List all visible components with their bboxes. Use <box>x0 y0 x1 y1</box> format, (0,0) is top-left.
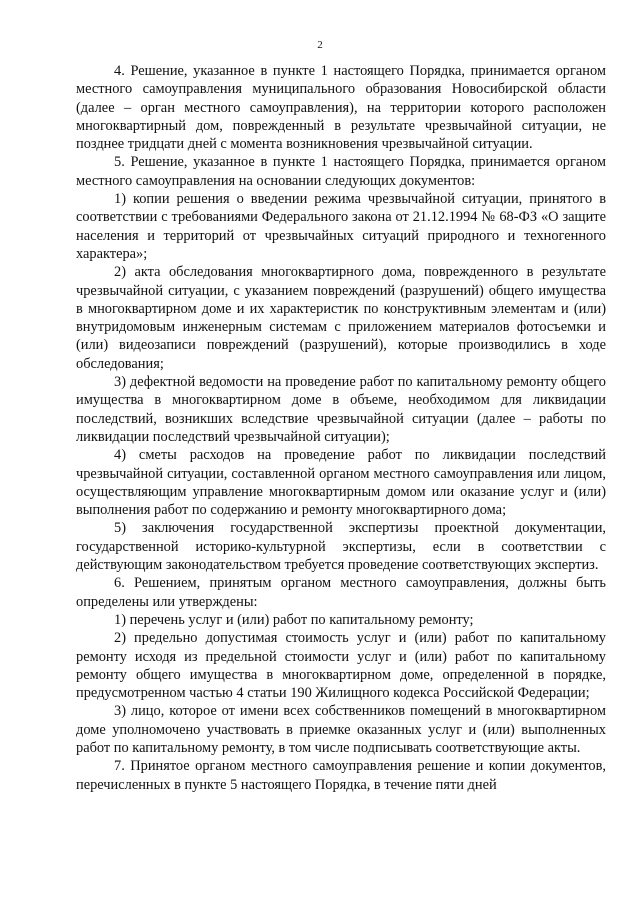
list-item-6-2: 2) предельно допустимая стоимость услуг и (или) работ по капитальному ремонту исходя из предельной стоимости услуг и (или) работ по капитальному ремонту общего имущества в многоквартирном доме, определенной в порядке, предусмотренном частью 4 статьи 190 Жилищного кодекса Российской Федерации; <box>76 630 606 702</box>
list-item-5-4: 4) сметы расходов на проведение работ по ликвидации последствий чрезвычайной ситуации, составленной органом местного самоуправления или лицом, осуществляющим управление многоквартирным домом или оказание услуг и (или) выполнения работ по содержанию и ремонту многоквартирного дома; <box>76 447 606 519</box>
document-body <box>76 62 606 794</box>
paragraph-item-4: 4. Решение, указанное в пункте 1 настоящего Порядка, принимается органом местного самоуправления муниципального образования Новосибирской области (далее – орган местного самоуправления), на территории которого расположен многоквартирный дом, поврежденный в результате чрезвычайной ситуации, не позднее тридцати дней с момента возникновения чрезвычайной ситуации. <box>76 63 606 153</box>
paragraph-item-5: 5. Решение, указанное в пункте 1 настоящего Порядка, принимается органом местного самоуправления на основании следующих документов: <box>76 154 606 189</box>
list-item-5-5: 5) заключения государственной экспертизы проектной документации, государственной историко-культурной экспертизы, если в соответствии с действующим законодательством требуется проведение соответствующих экспертиз. <box>76 520 606 574</box>
paragraph-item-6: 6. Решением, принятым органом местного самоуправления, должны быть определены или утверждены: <box>76 575 606 610</box>
list-item-5-3: 3) дефектной ведомости на проведение работ по капитальному ремонту общего имущества в многоквартирном доме в объеме, необходимом для ликвидации последствий, возникших вследствие чрезвычайной ситуации (далее – работы по ликвидации последствий чрезвычайной ситуации); <box>76 374 606 445</box>
list-item-6-3: 3) лицо, которое от имени всех собственников помещений в многоквартирном доме уполномочено участвовать в приемке оказанных услуг и (или) выполненных работ по капитальному ремонту, в том числе подписывать соответствующие акты. <box>76 703 606 756</box>
page-number: 2 <box>317 39 323 51</box>
list-item-5-1: 1) копии решения о введении режима чрезвычайной ситуации, принятого в соответствии с требованиями Федерального закона от 21.12.1994 № 68-ФЗ «О защите населения и территорий от чрезвычайных ситуаций природного и техногенного характера»; <box>76 191 606 262</box>
paragraph-item-7: 7. Принятое органом местного самоуправления решение и копии документов, перечисленных в пункте 5 настоящего Порядка, в течение пяти дней <box>76 758 606 793</box>
list-item-6-1: 1) перечень услуг и (или) работ по капитальному ремонту; <box>114 611 474 628</box>
list-item-5-2: 2) акта обследования многоквартирного дома, поврежденного в результате чрезвычайной ситуации, с указанием повреждений (разрушений) общего имущества в многоквартирном доме и их характеристик по конструктивным элементам и (или) внутридомовым инженерным системам с приложением материалов фотосъемки и (или) видеозаписи повреждений (разрушений), которые производились в ходе обследования; <box>76 264 606 372</box>
